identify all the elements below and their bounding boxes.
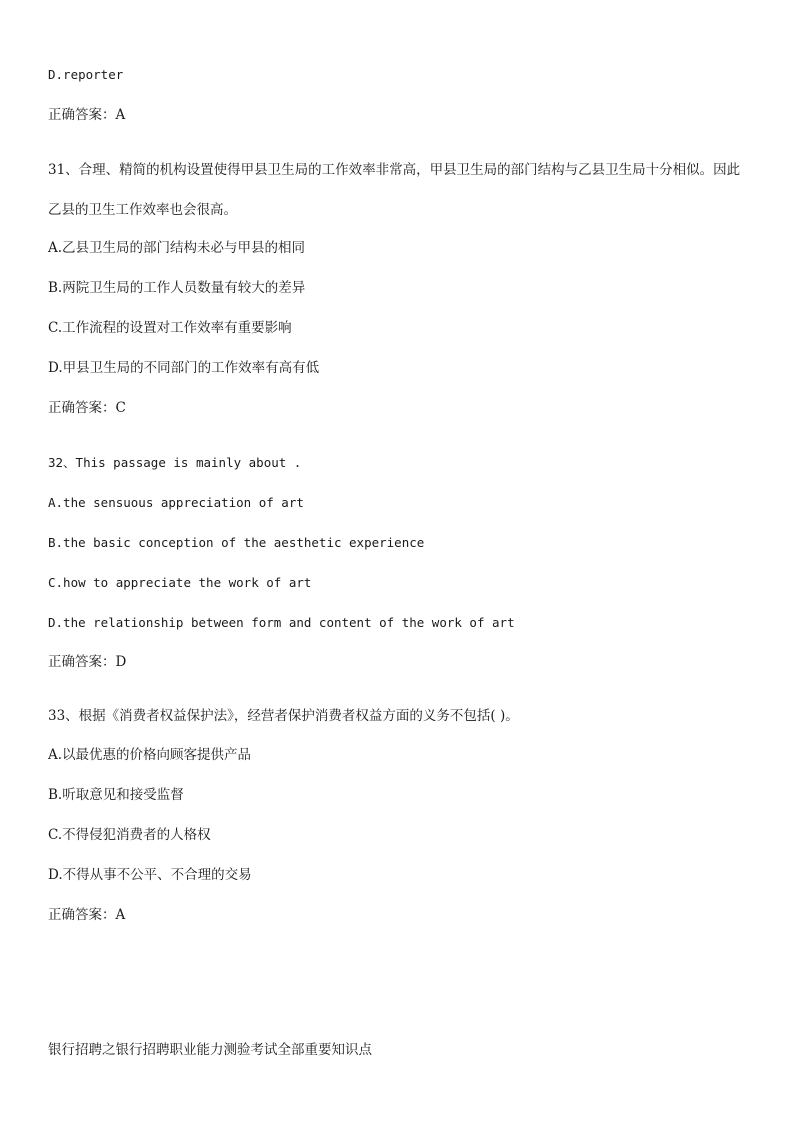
q33-answer: 正确答案：A [48, 907, 126, 923]
q31-option-b: B.两院卫生局的工作人员数量有较大的差异 [48, 280, 306, 296]
q31-question: 31、合理、精简的机构设置使得甲县卫生局的工作效率非常高，甲县卫生局的部门结构与乙县卫生局十分相似。因此乙县的卫生工作效率也会很高。 [48, 162, 741, 218]
q33-question: 33、根据《消费者权益保护法》，经营者保护消费者权益方面的义务不包括( )。 [48, 708, 519, 724]
q31-option-a: A.乙县卫生局的部门结构未必与甲县的相同 [48, 240, 306, 256]
q33-option-c: C.不得侵犯消费者的人格权 [48, 827, 211, 843]
q33-option-a: A.以最优惠的价格向顾客提供产品 [48, 747, 252, 763]
q32-answer: 正确答案：D [48, 654, 127, 670]
q32-question: 32、This passage is mainly about . [48, 455, 302, 470]
q33-option-d: D.不得从事不公平、不合理的交易 [48, 867, 252, 883]
q32-option-a: A.the sensuous appreciation of art [48, 495, 304, 510]
q32-option-c: C.how to appreciate the work of art [48, 575, 312, 590]
q31-answer: 正确答案：C [48, 400, 126, 416]
q33-option-b: B.听取意见和接受监督 [48, 787, 184, 803]
q32-option-b: B.the basic conception of the aesthetic experience [48, 535, 425, 550]
prev-answer: 正确答案：A [48, 107, 126, 123]
q32-option-d: D.the relationship between form and content of the work of art [48, 615, 515, 630]
q31-option-d: D.甲县卫生局的不同部门的工作效率有高有低 [48, 360, 320, 376]
page-footer: 银行招聘之银行招聘职业能力测验考试全部重要知识点 [48, 1042, 372, 1058]
prev-option-d: D.reporter [48, 67, 124, 82]
q31-option-c: C.工作流程的设置对工作效率有重要影响 [48, 320, 292, 336]
